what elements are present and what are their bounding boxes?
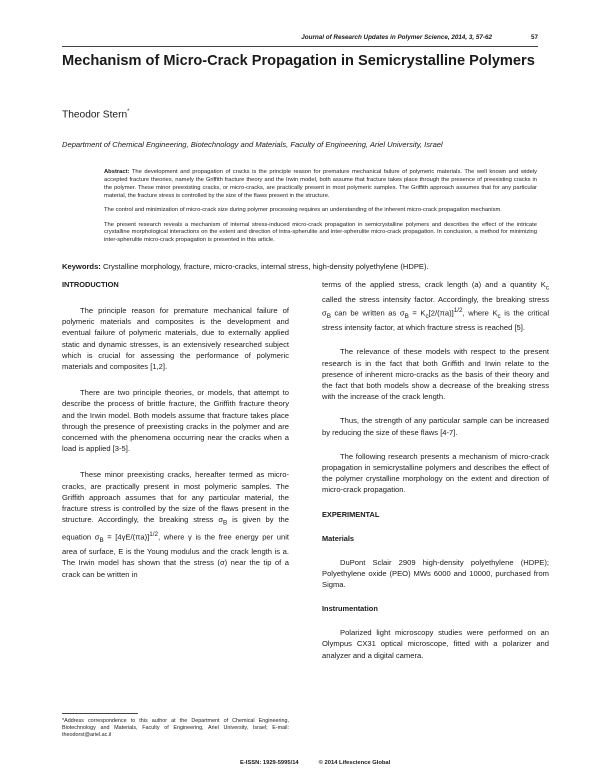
paragraph: terms of the applied stress, crack length (a) and a quantity $K_c$ called the stress intensity factor. Accordingly, the breaking stress $\sigma_B$ can be written as $\sigma_B = K_c[2/(\pi a)]^{1/2}$, where $K_c$ is the critical stress intensity factor, at which fracture stress is reached [5]. — [322, 280, 550, 333]
keywords-text: Crystalline morphology, fracture, micro-cracks, internal stress, high-density polyethylene (HDPE). — [102, 262, 429, 271]
abstract-label: Abstract: — [104, 169, 130, 175]
right-column — [322, 279, 549, 661]
page-number: 57 — [530, 34, 538, 41]
abstract-paragraph: The present research reveals a mechanism of internal stress-induced micro-crack propagation in semicrystalline polymers and describes the effect of the intricate crystalline morphological interactions on the extent and direction of intra-spherulite and inter-spherulite micro-crack propagation. In conclusion, a method for minimizing inter-spherulite micro-crack propagation is presented in this article. — [104, 221, 537, 244]
paragraph: The following research presents a mechanism of micro-crack propagation in semicrystalline polymers and describes the effect of the polymer crystalline morphology on the extent and direction of micro-crack propagation. — [322, 451, 549, 495]
paragraph: The relevance of these models with respect to the present research is in the fact that both Griffith and Irwin relate to the presence of inherent micro-cracks as the basis of their theory and the fact that both models show a decrease of the breaking stress with the increase of the crack length. — [322, 347, 549, 402]
author-mark: * — [127, 109, 130, 115]
paragraph: The principle reason for premature mechanical failure of polymeric materials and composites is the development and eventual failure of polymeric materials, due to externally applied static and dynamic stresses, is an extensively researched subject which is crucial for assessing the performance of polymeric materials and composites [1,2]. — [62, 306, 289, 372]
section-heading-introduction: INTRODUCTION — [62, 280, 119, 289]
journal-reference: Journal of Research Updates in Polymer Science, 2014, 3, 57-62 — [301, 34, 492, 41]
keywords-label: Keywords: — [62, 262, 101, 271]
issn: E-ISSN: 1929-5995/14 — [240, 760, 299, 766]
subsection-heading-instrumentation: Instrumentation — [322, 604, 378, 614]
article-title: Mechanism of Micro-Crack Propagation in Semicrystalline Polymers — [62, 53, 535, 69]
abstract-paragraph — [104, 169, 537, 201]
affiliation: Department of Chemical Engineering, Biotechnology and Materials, Faculty of Engineering, Ariel University, Israel — [62, 140, 443, 149]
footnote: *Address correspondence to this author at the Department of Chemical Engineering, Biotechnology and Materials, Faculty of Engineering, Ariel University, Israel; E-mail: theodorst@ariel.ac.il — [62, 718, 289, 738]
header-rule — [62, 46, 538, 47]
paragraph: Thus, the strength of any particular sample can be increased by reducing the size of these flaws [4-7]. — [322, 416, 549, 437]
left-column — [62, 279, 289, 580]
author — [62, 109, 129, 120]
paragraph: Polarized light microscopy studies were performed on an Olympus CX31 optical microscope, fitted with a polarizer and analyzer and a digital camera. — [322, 628, 549, 660]
paragraph: There are two principle theories, or models, that attempt to describe the process of brittle fracture, the Griffith fracture theory and the Irwin model. Both models assume that fracture takes place through the presence of preexisting cracks in the polymer and are concerned with the phenomena occurring near the cracks when a load is applied [3-5]. — [62, 388, 289, 454]
subsection-heading-materials: Materials — [322, 533, 355, 543]
copyright: © 2014 Lifescience Global — [318, 760, 391, 766]
keywords — [62, 262, 540, 271]
footnote-rule — [62, 713, 138, 714]
abstract-text: The development and propagation of cracks is the principle reason for premature mechanical failure of polymeric materials. The well known and widely accepted fracture theories, namely the Griffith fracture theory and the Irwin model, both assume that fracture takes place through the presence of preexisting cracks in the polymer. These minor preexisting cracks, or micro-cracks, are practically present in most polymeric samples. The Griffith approach assumes that for any particular material, the fracture stress is controlled by the size of the flaws present in the structure. — [104, 169, 537, 199]
abstract-paragraph: The control and minimization of micro-crack size during polymer processing requires an understanding of the inherent micro-crack propagation mechanism. — [104, 207, 502, 214]
abstract — [104, 169, 537, 252]
paragraph: DuPont Sclair 2909 high-density polyethylene (HDPE); Polyethylene oxide (PEO) MWs 6000 and 10000, purchased from Sigma. — [322, 557, 549, 590]
section-heading-experimental: EXPERIMENTAL — [322, 509, 380, 519]
paragraph: These minor preexisting cracks, hereafter termed as micro-cracks, are practically present in most polymeric samples. The Griffith approach assumes that for any particular material, the fracture stress is controlled by the size of the flaws present in the structure. Accordingly, the breaking stress $\sigma_B$ is given by the equation $\sigma_B = [4\gamma E/(\pi a)]^{1/2}$, where γ is the free energy per unit area of surface, E is the Young modulus and the crack length is a. The Irwin model has shown that the stress (σ) near the tip of a crack can be written in — [62, 470, 290, 579]
page-footer — [240, 760, 390, 766]
author-name: Theodor Stern — [62, 109, 128, 121]
